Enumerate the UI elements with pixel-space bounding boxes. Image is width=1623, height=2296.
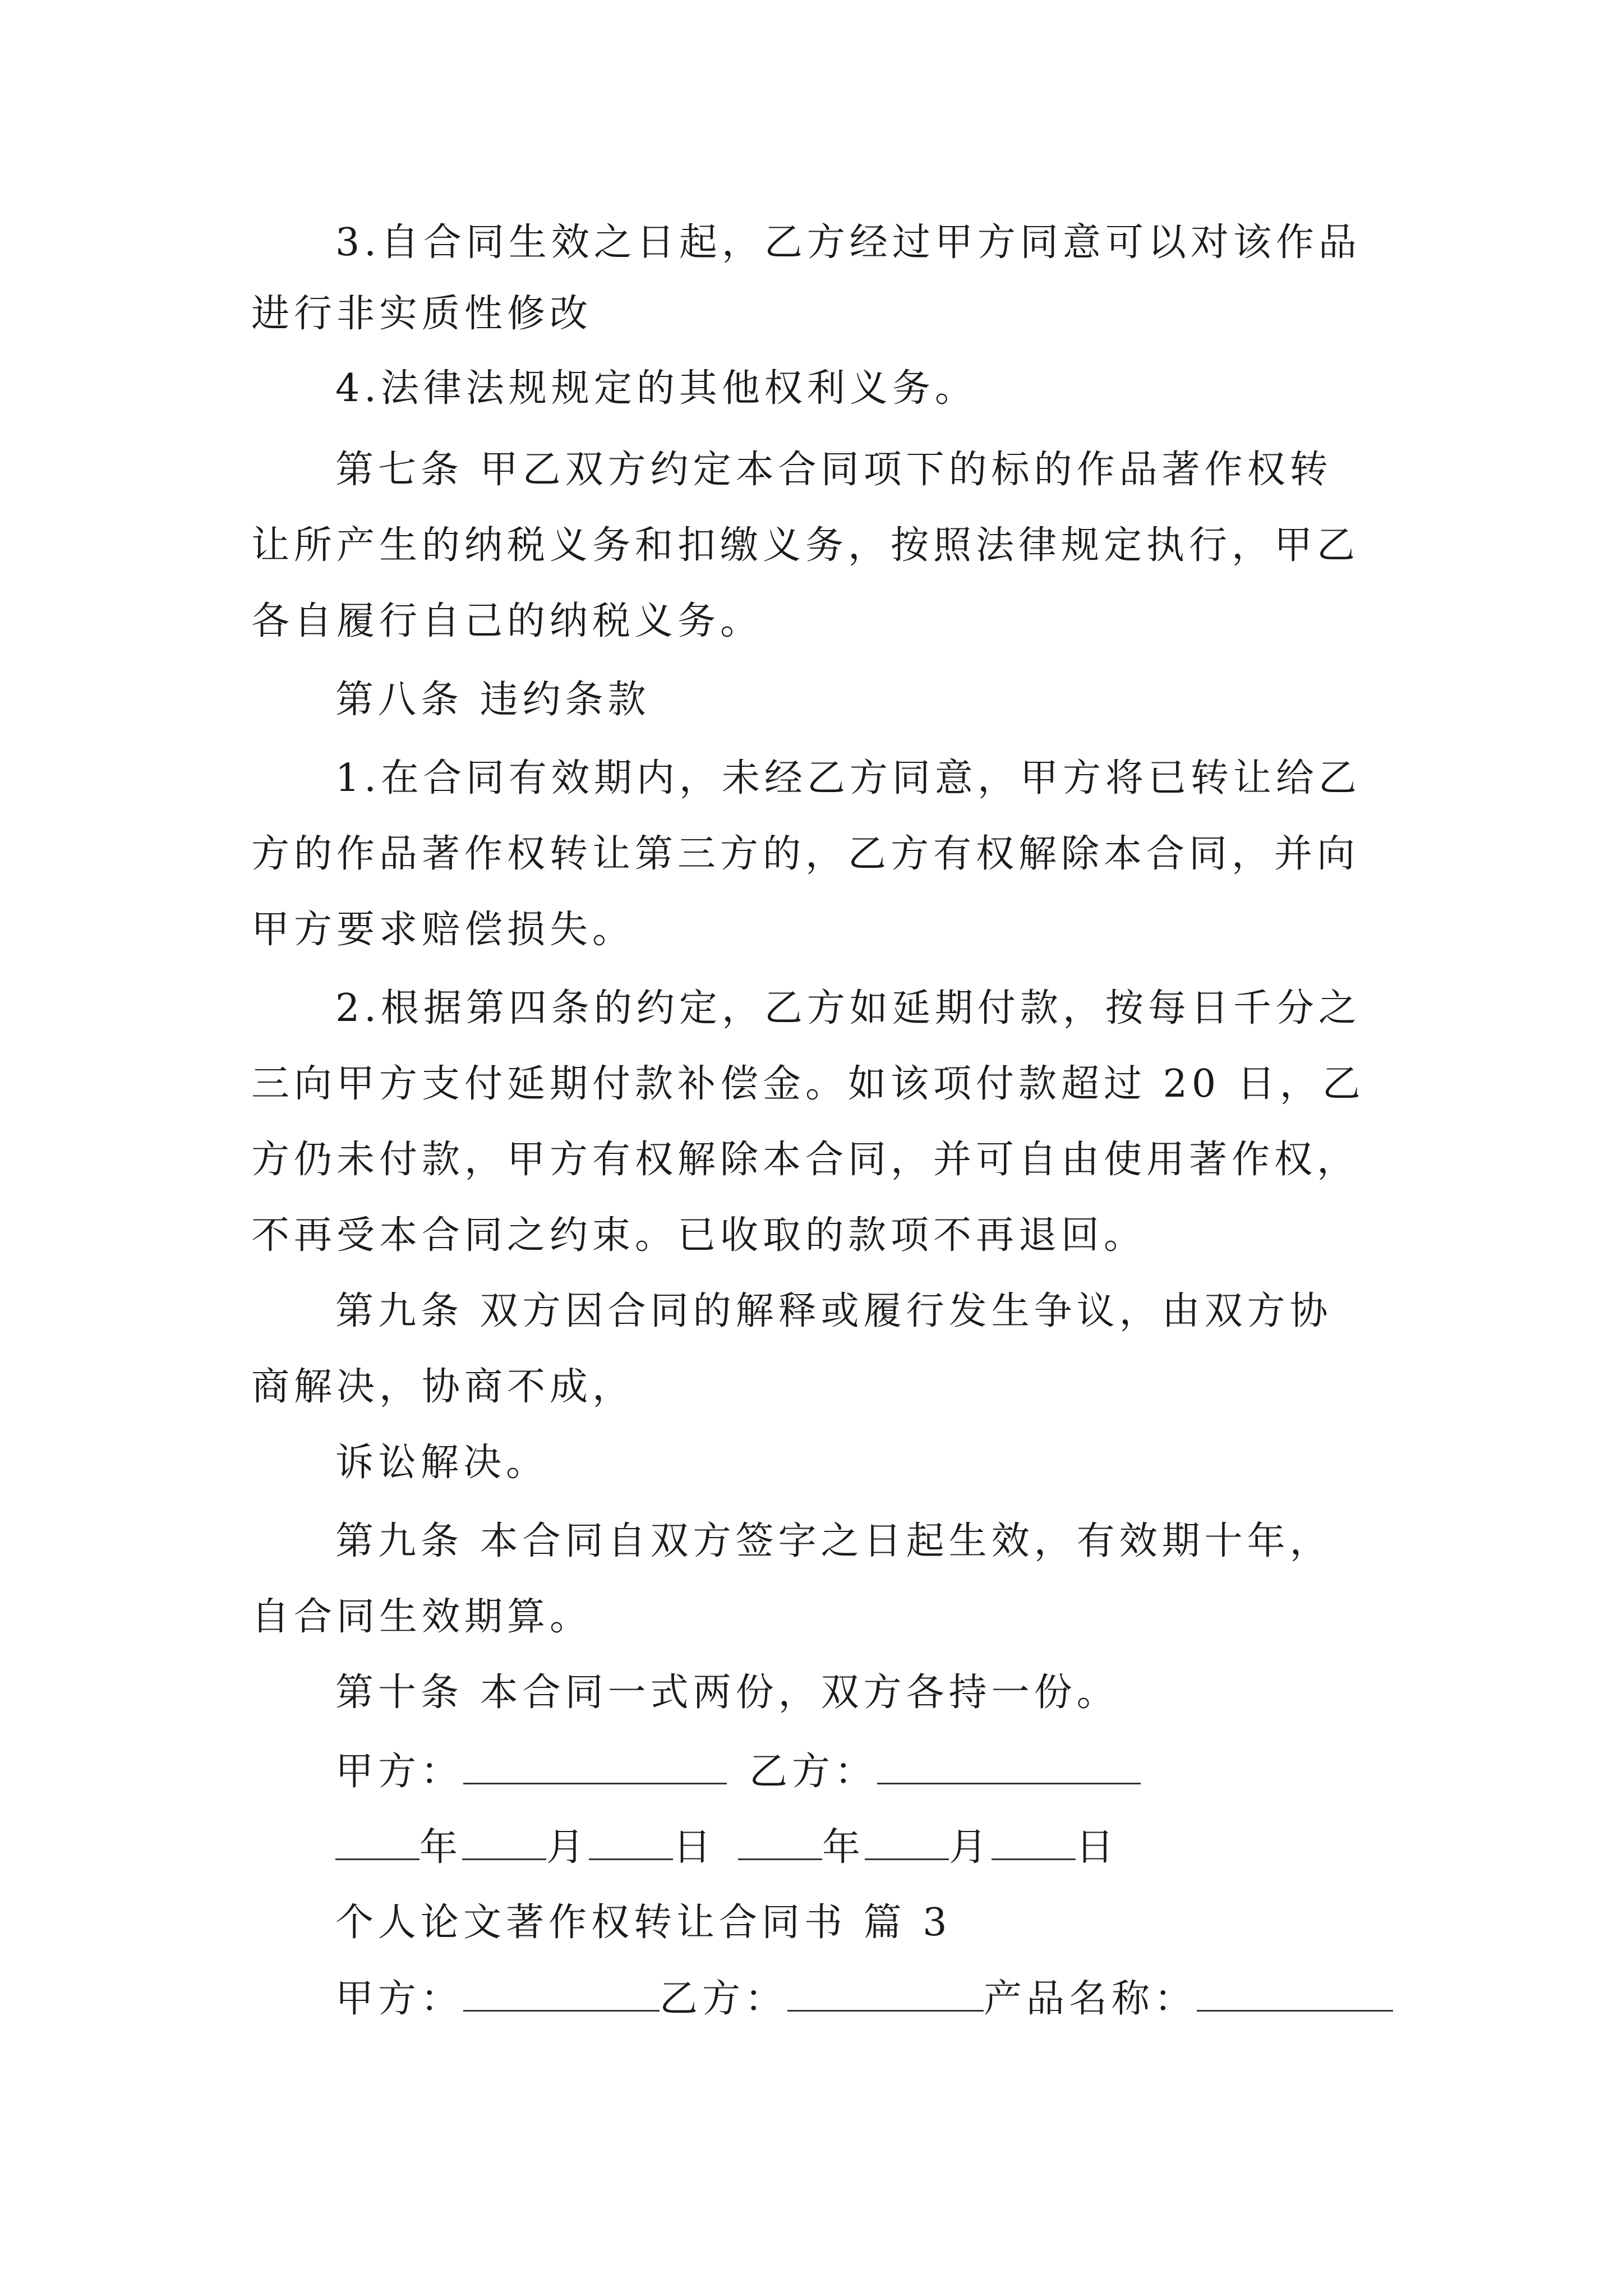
day-blank-2 — [992, 1820, 1076, 1860]
paragraph-line: 2.根据第四条的约定，乙方如延期付款，按每日千分之 — [335, 986, 1361, 1030]
paragraph-line: 进行非实质性修改 — [251, 292, 593, 336]
paragraph-line: 3.自合同生效之日起，乙方经过甲方同意可以对该作品 — [335, 220, 1361, 265]
paragraph-line: 方仍未付款，甲方有权解除本合同，并可自由使用著作权， — [251, 1138, 1360, 1182]
paragraph-line: 诉讼解决。 — [335, 1441, 549, 1485]
party-a-blank-2 — [463, 1972, 660, 2012]
day-label: 日 — [673, 1825, 716, 1870]
year-label: 年 — [419, 1825, 463, 1870]
signature-line — [335, 1745, 1141, 1799]
product-name-blank — [1197, 1972, 1393, 2012]
date-line — [335, 1820, 1118, 1875]
year-label-2: 年 — [822, 1825, 865, 1870]
paragraph-line: 让所产生的纳税义务和扣缴义务，按照法律规定执行，甲乙 — [251, 523, 1360, 568]
party-b-label: 乙方： — [749, 1750, 878, 1794]
section-heading: 个人论文著作权转让合同书 篇 3 — [335, 1901, 952, 1945]
paragraph-line: 第九条 双方因合同的解释或履行发生争议，由双方协 — [335, 1289, 1332, 1333]
paragraph-line: 方的作品著作权转让第三方的，乙方有权解除本合同，并向 — [251, 832, 1360, 876]
paragraph-line: 第十条 本合同一式两份，双方各持一份。 — [335, 1671, 1119, 1715]
month-blank-2 — [865, 1820, 949, 1860]
paragraph-line: 各自履行自己的纳税义务。 — [251, 599, 763, 643]
year-blank-2 — [738, 1820, 822, 1860]
party-b-label-2: 乙方： — [660, 1977, 788, 2021]
day-blank — [589, 1820, 673, 1860]
month-label-2: 月 — [949, 1825, 992, 1870]
day-label-2: 日 — [1076, 1825, 1119, 1870]
paragraph-line: 1.在合同有效期内，未经乙方同意，甲方将已转让给乙 — [335, 756, 1361, 800]
paragraph-line: 第七条 甲乙双方约定本合同项下的标的作品著作权转 — [335, 448, 1332, 492]
year-blank — [335, 1820, 419, 1860]
paragraph-line: 第九条 本合同自双方签字之日起生效，有效期十年， — [335, 1519, 1332, 1563]
party-a-blank — [463, 1745, 727, 1784]
paragraph-line: 自合同生效期算。 — [251, 1595, 593, 1639]
paragraph-line: 甲方要求赔偿损失。 — [251, 908, 635, 952]
product-name-label: 产品名称： — [984, 1977, 1197, 2021]
month-label: 月 — [546, 1825, 589, 1870]
party-b-blank-2 — [787, 1972, 984, 2012]
party-product-line — [335, 1972, 1393, 2026]
paragraph-line: 不再受本合同之约束。已收取的款项不再退回。 — [251, 1213, 1147, 1258]
party-a-label-2: 甲方： — [335, 1977, 464, 2021]
paragraph-line: 4.法律法规规定的其他权利义务。 — [335, 366, 978, 411]
section-title: 第八条 违约条款 — [335, 678, 651, 722]
party-a-label: 甲方： — [335, 1750, 464, 1794]
paragraph-line: 商解决，协商不成， — [251, 1365, 635, 1409]
paragraph-line: 三向甲方支付延期付款补偿金。如该项付款超过 20 日，乙 — [251, 1062, 1365, 1106]
party-b-blank — [877, 1745, 1141, 1784]
month-blank — [462, 1820, 546, 1860]
